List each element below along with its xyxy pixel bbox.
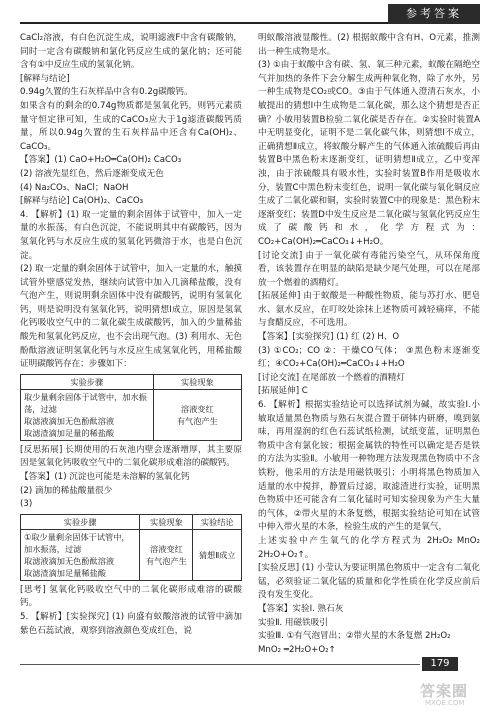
answer-line: 【答案】[实验探究] (1) 红 (2) H、O xyxy=(258,332,400,343)
table-header: 实验步骤 xyxy=(21,514,140,529)
paragraph: (3) ①由于蚁酸中含有碳、氢、氧三种元素，蚁酸在隔绝空气并加热的条件下会分解生成两种氧化物，除了水外，另一种生成物是CO₂或CO。③由于气体通入澄清石灰水，小敏提出的猜想Ⅰ中生成物是二氧化碳，那么这个猜想是否正确？小敏用装置B检验二氧化碳是否存在。②实验时装置A中无明显变化，证明不是二氧化碳气体，则猜想Ⅰ不成立，正确猜想Ⅱ成立，将蚁酸分解产生的气体通入浓硫酸后再由装置B中黑色粉末逐渐变红，证明猜想Ⅱ成立，乙中变浑浊，由于浓硫酸具有吸水性，实验时装置B作用是吸收水分，装置C中黑色粉末变红色，说明一氧化碳与氧化铜反应生成了二氧化碳和铜，实验时装置C中的现象是：黑色粉末逐渐变红；装置D中发生反应是二氧化碳与氢氧化钙反应生成了碳酸钙和水，化学方程式为：CO₂+Ca(OH)₂═CaCO₃↓+H₂O。 xyxy=(258,60,480,247)
answer-line: 【答案】(1) 沉淀也可能是未溶解的氢氧化钙 xyxy=(20,472,190,483)
paragraph: 0.94g久置的生石灰样品中含有0.2g碳酸钙。 xyxy=(20,87,193,98)
answer-line: (2) 滴加的稀盐酸量很少 xyxy=(20,485,113,496)
experiment-table-1 xyxy=(20,374,242,441)
footer-rule xyxy=(20,664,420,665)
paragraph: 如果含有的剩余的0.74g物质都是氢氧化钙，则钙元素质量守恒定律可知，生成的CaCO₃应大于1g滤渣碳酸钙质量，所以0.94g久置的生石灰样品中还含有Ca(OH)₂、CaCO₃。 xyxy=(20,100,242,152)
paragraph: 6. 【解析】根据实验结论可以选择试剂为碱，故实验Ⅰ.小敏取适量黑色物质与熟石灰混合置于研钵内研磨，嗅到氨味，再用湿润的红色石蕊试纸检测，试纸变蓝，证明黑色物质中含有氯化铵；根据金属铁的特性可以确定是否是铁的方法为实验Ⅱ。小敏用一种物理方法发现黑色物质中不含铁粉，他采用的方法是用磁铁吸引；小明将黑色物质加入适量的水中搅拌，静置后过滤，取滤渣进行实验，证明黑色物质中还可能含有二氧化锰时可知实验现象为产生大量的气体，②带火星的木条复燃，根据实验结论可知在试管中伸入带火星的木条，检验生成的产生的是氧气， xyxy=(258,400,480,533)
paragraph: 明蚁酸溶液显酸性。(2) 根据蚁酸中含有H、O元素，推测出一种生成物是水。 xyxy=(258,33,480,57)
answer-line: [拓展延伸] C xyxy=(258,386,308,397)
table-cell: 溶液变红 有气泡产生 xyxy=(140,529,193,580)
answer-line: (3) xyxy=(20,499,33,510)
left-column xyxy=(20,32,242,638)
answer-line: 【答案】实验Ⅰ. 熟石灰 xyxy=(258,603,344,614)
paragraph: [实验反思] (1) 小莹认为要证明黑色物质中一定含有二氧化锰，必须验证二氧化锰的质量和化学性质在化学反应前后没有发生变化。 xyxy=(258,563,480,601)
watermark-url: MXQE.COM xyxy=(425,699,465,707)
answer-line: (2) 溶液先显红色，然后逐渐变成无色 xyxy=(20,168,164,179)
paragraph: CaCl₂溶液，有白色沉淀生成，说明滤液F中含有碳酸钠，同时一定含有碳酸钠和氯化钙反应生成的氯化钠；还可能含有①中反应生成的氢氧化钠。 xyxy=(20,33,242,71)
table-cell: 取少量剩余固体于试管中，加水振荡，过滤 取滤液滴加无色酚酞溶液 取滤渣滴加足量的稀盐酸 xyxy=(21,389,154,440)
page-number: 179 xyxy=(422,657,458,671)
table-cell: 猜想Ⅱ成立 xyxy=(193,529,242,580)
answer-line: (4) Na₂CO₃、NaCl；NaOH xyxy=(20,182,129,193)
paragraph: 5. 【解析】[实验探究] (1) 向盛有蚁酸溶液的试管中滴加紫色石蕊试液，观察到溶液颜色变成红色，说 xyxy=(20,612,242,636)
answer-line: (3) ①CO₂；CO ②：干燥CO气体； ③黑色粉末逐渐变红；④CO₂+Ca(OH)₂═CaCO₃↓+H₂O xyxy=(258,345,480,370)
table-header: 实验步骤 xyxy=(21,374,154,389)
section-tab: 参考答案 xyxy=(388,4,480,24)
header-bar xyxy=(0,0,500,26)
answer-line: 实验Ⅲ. ①有气泡冒出；②带火星的木条复燃 2H₂O₂ xyxy=(258,631,451,642)
right-column xyxy=(258,32,480,657)
section-heading: [解释与结论] xyxy=(20,73,70,84)
paragraph: [思考] 氢氧化钙吸收空气中的二氧化碳形成难溶的碳酸钙。 xyxy=(20,584,242,609)
equation-line: MnO₂ ═2H₂O+O₂↑ xyxy=(258,644,336,655)
answer-line: 【答案】(1) CaO+H₂O═Ca(OH)₂ CaCO₃ xyxy=(20,155,182,166)
answer-line: [讨论交流] 在尾部放一个燃着的酒精灯 xyxy=(258,372,405,383)
paragraph: [拓展延伸] 由于蚁酸是一种酸性物质，能与苏打水、肥皂水、氨水反应，在叮咬处涂抹上述物质可减轻痛痒，不能与食醋反应，不可选用。 xyxy=(258,291,480,329)
paragraph: [讨论交流] 由于一氧化碳有毒能污染空气，从环保角度看，该装置存在明显的缺陷是缺少尾气处理，可以在尾部放一个燃着的酒精灯。 xyxy=(258,250,480,288)
table-header: 实验现象 xyxy=(140,514,193,529)
paragraph: [反思拓展] 长期使用的石灰池内壁会逐渐增厚，其主要原因是氢氧化钙吸收空气中的二氧化碳形成难溶的碳酸钙。 xyxy=(20,444,242,469)
answer-line: 实验Ⅱ. 用磁铁吸引 xyxy=(258,617,328,628)
table-header: 实验结论 xyxy=(193,514,242,529)
table-header: 实验现象 xyxy=(153,374,241,389)
watermark-logo: 答案圈 xyxy=(420,682,469,700)
paragraph: (2) 取一定量的剩余固体于试管中，加入一定量的水，触摸试管外壁感觉发热，继续向试管中加入几滴稀盐酸，没有气泡产生，则说明剩余固体中没有碳酸钙，说明有氢氧化钙，则是说明没有氢氧化钙，说明猜想Ⅰ成立，原因是氢氧化钙吸收空气中的二氧化碳生成碳酸钙，加入的少量稀盐酸先和氢氧化钙反应，也不会出现气泡。(3) 利用水、无色酚酞溶液证明氢氧化钙与水反应生成氢氧化钙，用稀盐酸证明碳酸钙存在；步骤如下： xyxy=(20,264,242,370)
paragraph: 4. 【解析】(1) 取一定量的剩余固体于试管中，加入一定量的水振荡，有白色沉淀，不能说明其中有碳酸钙，因为氢氧化钙与水反应生成的氢氧化钙微溶于水，也是白色沉淀。 xyxy=(20,209,242,261)
experiment-table-2 xyxy=(20,514,242,581)
answer-line: [解释与结论] Ca(OH)₂、CaCO₃ xyxy=(20,196,144,207)
table-cell: 溶液变红 有气泡产生 xyxy=(153,389,241,440)
table-cell: ①取少量剩余固体于试管中，加水振荡，过滤 取滤液滴加无色酚酞溶液 取滤渣滴加足量稀盐酸 xyxy=(21,529,140,580)
equation-line: 上述实验中产生氧气的化学方程式为 2H₂O₂ MnO₂ 2H₂O+O₂↑。 xyxy=(258,535,480,560)
